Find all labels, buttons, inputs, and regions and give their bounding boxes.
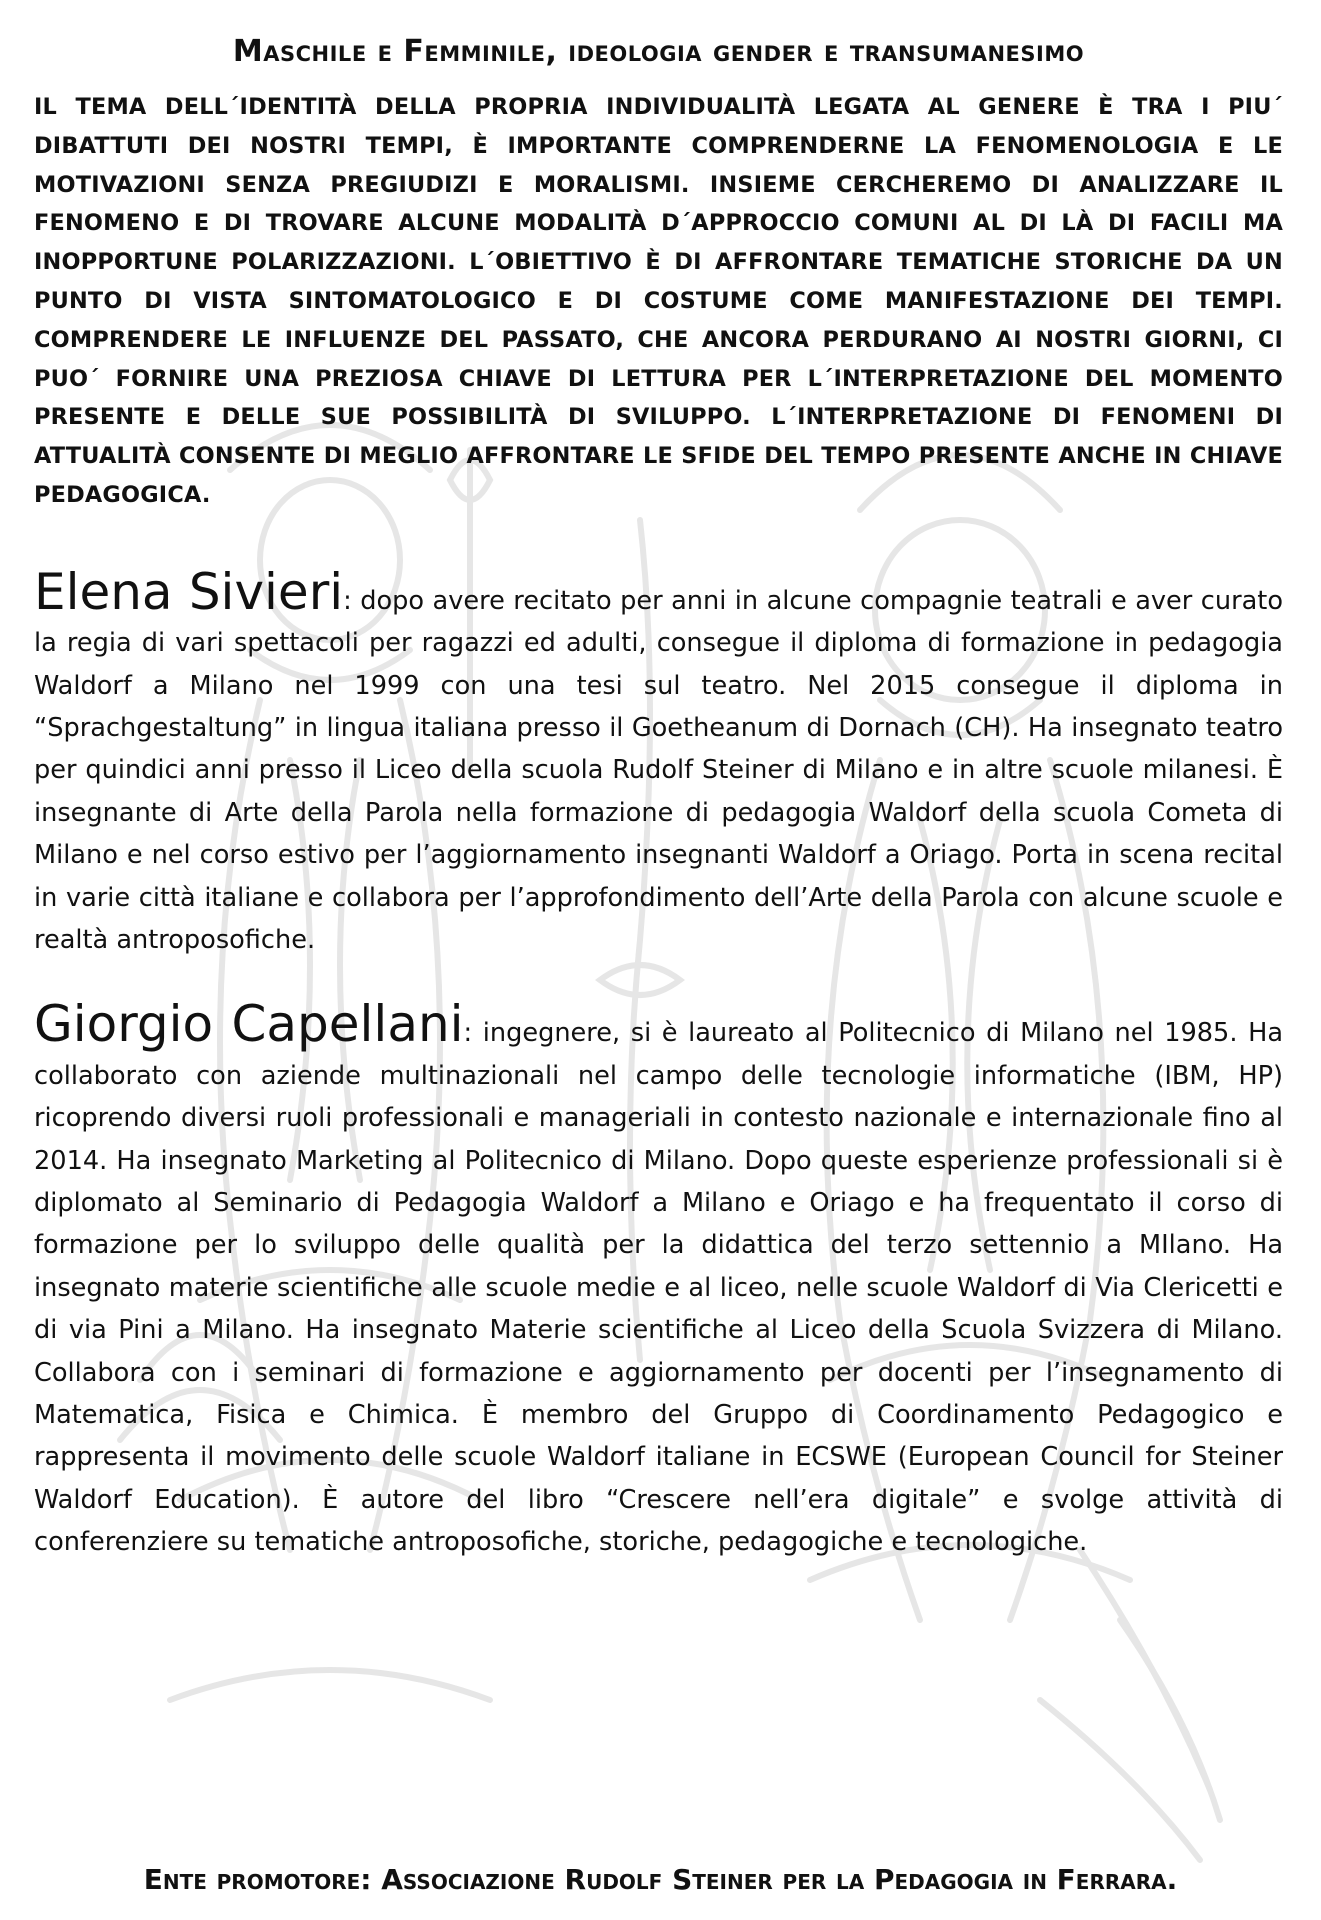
speaker-bio-text: : dopo avere recitato per anni in alcune compagnie teatrali e aver curato la regia di vari spettacoli per ragazzi ed adulti, consegue il diploma di formazione in pedagogia Waldorf a Milano nel 1999 con una tesi sul teatro. Nel 2015 consegue il diploma in “Sprachgestaltung” in lingua italiana presso il Goetheanum di Dornach (CH). Ha insegnato teatro per quindici anni presso il Liceo della scuola Rudolf Steiner di Milano e in altre scuole milanesi. È insegnante di Arte della Parola nella formazione di pedagogia Waldorf della scuola Cometa di Milano e nel corso estivo per l’aggiornamento insegnanti Waldorf a Oriago. Porta in scena recital in varie città italiane e collabora per l’approfondimento dell’Arte della Parola con alcune scuole e realtà antroposofiche. bbox=[34, 585, 1283, 956]
speaker-name: Giorgio Capellani bbox=[34, 995, 464, 1054]
promoter-footer: Ente promotore: Associazione Rudolf Steiner per la Pedagogia in Ferrara. bbox=[143, 1863, 1178, 1896]
speaker-bio-elena bbox=[34, 562, 1283, 962]
speaker-name: Elena Sivieri bbox=[34, 562, 344, 621]
speaker-bio-giorgio bbox=[34, 995, 1283, 1563]
intro-paragraph: IL TEMA DELL´IDENTITÀ DELLA PROPRIA INDIVIDUALITÀ LEGATA AL GENERE È TRA I PIU´ DIBATTUTI DEI NOSTRI TEMPI, È IMPORTANTE COMPRENDERNE LA FENOMENOLOGIA E LE MOTIVAZIONI SENZA PREGIUDIZI E MORALISMI. INSIEME CERCHEREMO DI ANALIZZARE IL FENOMENO E DI TROVARE ALCUNE MODALITÀ D´APPROCCIO COMUNI AL DI LÀ DI FACILI MA INOPPORTUNE POLARIZZAZIONI. L´OBIETTIVO È DI AFFRONTARE TEMATICHE STORICHE DA UN PUNTO DI VISTA SINTOMATOLOGICO E DI COSTUME COME MANIFESTAZIONE DEI TEMPI. COMPRENDERE LE INFLUENZE DEL PASSATO, CHE ANCORA PERDURANO AI NOSTRI GIORNI, CI PUO´ FORNIRE UNA PREZIOSA CHIAVE DI LETTURA PER L´INTERPRETAZIONE DEL MOMENTO PRESENTE E DELLE SUE POSSIBILITÀ DI SVILUPPO. L´INTERPRETAZIONE DI FENOMENI DI ATTUALITÀ CONSENTE DI MEGLIO AFFRONTARE LE SFIDE DEL TEMPO PRESENTE ANCHE IN CHIAVE PEDAGOGICA. bbox=[34, 94, 1283, 508]
page-title: Maschile e Femminile, ideologia gender e transumanesimo bbox=[232, 34, 1085, 69]
speaker-bio-text: : ingegnere, si è laureato al Politecnico di Milano nel 1985. Ha collaborato con aziende multinazionali nel campo delle tecnologie informatiche (IBM, HP) ricoprendo diversi ruoli professionali e manageriali in contesto nazionale e internazionale fino al 2014. Ha insegnato Marketing al Politecnico di Milano. Dopo queste esperienze professionali si è diplomato al Seminario di Pedagogia Waldorf a Milano e Oriago e ha frequentato il corso di formazione per lo sviluppo delle qualità per la didattica del terzo settennio a MIlano. Ha insegnato materie scientifiche alle scuole medie e al liceo, nelle scuole Waldorf di Via Clericetti e di via Pini a Milano. Ha insegnato Materie scientifiche al Liceo della Scuola Svizzera di Milano. Collabora con i seminari di formazione e aggiornamento per docenti per l’insegnamento di Matematica, Fisica e Chimica. È membro del Gruppo di Coordinamento Pedagogico e rappresenta il movimento delle scuole Waldorf italiane in ECSWE (European Council for Steiner Waldorf Education). È autore del libro “Crescere nell’era digitale” e svolge attività di conferenziere su tematiche antroposofiche, storiche, pedagogiche e tecnologiche. bbox=[34, 1018, 1283, 1558]
